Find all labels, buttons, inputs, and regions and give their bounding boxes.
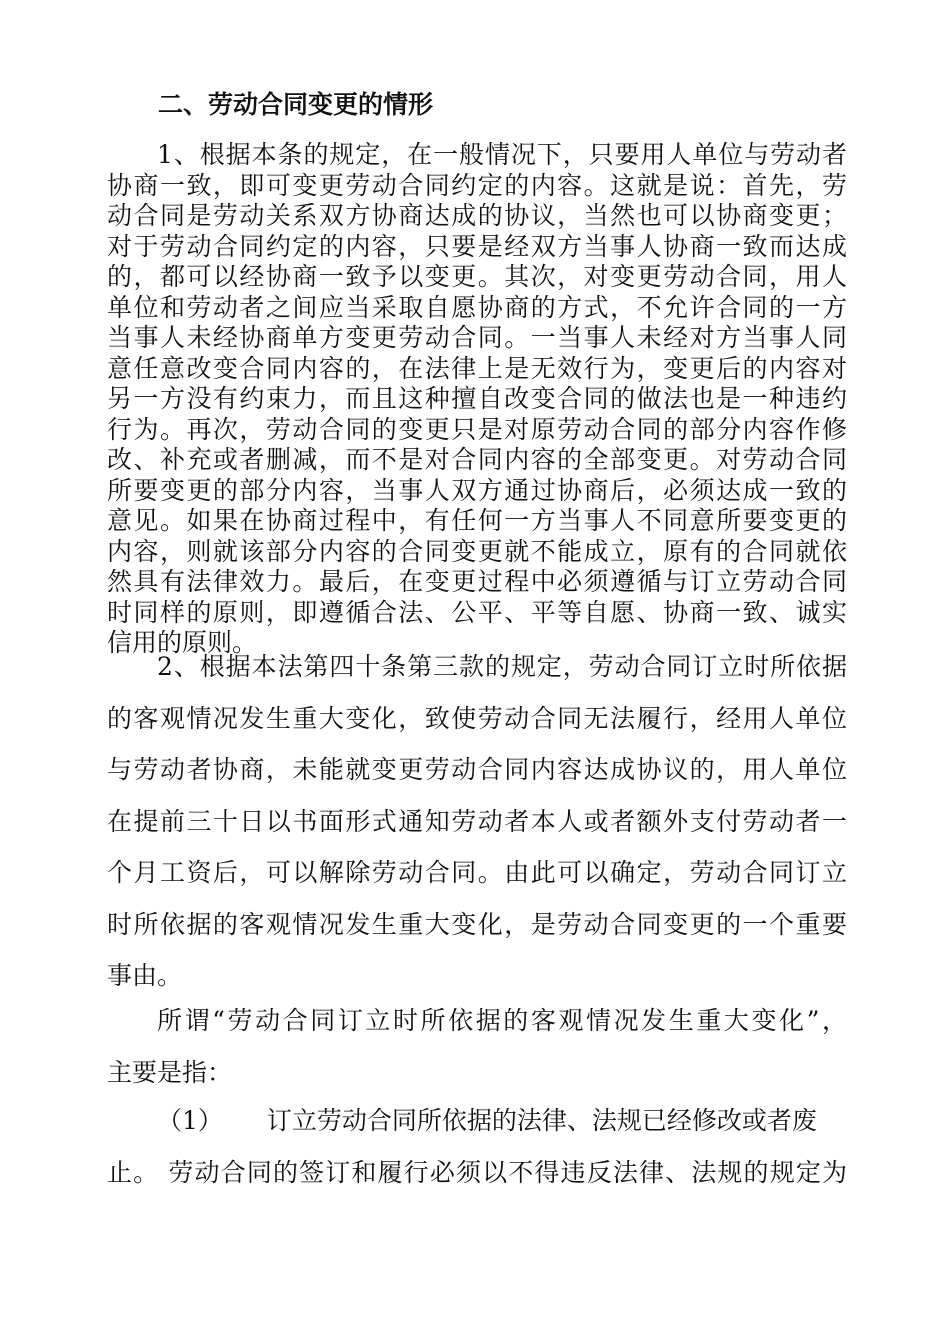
paragraph-2 xyxy=(107,641,847,1002)
paragraph-3 xyxy=(107,995,847,1098)
paragraph-1-line: 1、根据本条的规定，在一般情况下，只要用人单位与劳动者 xyxy=(157,140,847,169)
paragraph-2-line: 与劳动者协商，未能就变更劳动合同内容达成协议的，用人单位 xyxy=(107,755,847,784)
paragraph-1-line: 内容，则就该部分内容的合同变更就不能成立，原有的合同就依 xyxy=(107,536,847,566)
paragraph-1-line: 协商一致，即可变更劳动合同约定的内容。这就是说：首先，劳 xyxy=(107,170,847,200)
paragraph-1-line: 另一方没有约束力，而且这种擅自改变合同的做法也是一种违约 xyxy=(107,384,847,413)
paragraph-1-line: 时同样的原则，即遵循合法、公平、平等自愿、协商一致、诚实 xyxy=(107,597,847,627)
paragraph-2-line: 事由。 xyxy=(107,961,183,990)
paragraph-1 xyxy=(107,140,847,659)
paragraph-1-line: 当事人未经协商单方变更劳动合同。一当事人未经对方当事人同 xyxy=(107,323,847,352)
paragraph-1-line: 动合同是劳动关系双方协商达成的协议，当然也可以协商变更； xyxy=(107,201,847,230)
paragraph-2-line: 个月工资后，可以解除劳动合同。由此可以确定，劳动合同订立 xyxy=(107,858,847,887)
paragraph-1-line: 对于劳动合同约定的内容，只要是经双方当事人协商一致而达成 xyxy=(107,231,847,261)
section-heading: 二、劳动合同变更的情形 xyxy=(158,90,434,119)
paragraph-2-line: 在提前三十日以书面形式通知劳动者本人或者额外支付劳动者一 xyxy=(107,806,847,836)
paragraph-1-line: 然具有法律效力。最后，在变更过程中必须遵循与订立劳动合同 xyxy=(107,567,847,596)
paragraph-4-line xyxy=(107,1095,847,1147)
paragraph-1-line: 改、补充或者删减，而不是对合同内容的全部变更。对劳动合同 xyxy=(107,445,847,474)
paragraph-1-line: 所要变更的部分内容，当事人双方通过协商后，必须达成一致的 xyxy=(107,475,847,505)
paragraph-1-line: 信用的原则。 xyxy=(107,628,258,657)
paragraph-3-line: 所谓“劳动合同订立时所依据的客观情况发生重大变化”， xyxy=(157,1006,847,1035)
paragraph-1-line: 行为。再次，劳动合同的变更只是对原劳动合同的部分内容作修 xyxy=(107,414,847,444)
paragraph-1-line: 意见。如果在协商过程中，有任何一方当事人不同意所要变更的 xyxy=(107,506,847,535)
list-item-text: 订立劳动合同所依据的法律、法规已经修改或者废 xyxy=(266,1106,817,1135)
paragraph-2-line: 时所依据的客观情况发生重大变化，是劳动合同变更的一个重要 xyxy=(107,909,847,939)
paragraph-2-line: 的客观情况发生重大变化，致使劳动合同无法履行，经用人单位 xyxy=(107,703,847,733)
paragraph-4 xyxy=(107,1095,847,1198)
paragraph-1-line: 单位和劳动者之间应当采取自愿协商的方式，不允许合同的一方 xyxy=(107,292,847,322)
paragraph-3-line: 主要是指： xyxy=(107,1057,233,1087)
list-marker: （1） xyxy=(157,1106,223,1135)
paragraph-2-line: 2、根据本法第四十条第三款的规定，劳动合同订立时所依据 xyxy=(157,652,847,681)
paragraph-1-line: 意任意改变合同内容的，在法律上是无效行为，变更后的内容对 xyxy=(107,353,847,383)
paragraph-1-line: 的，都可以经协商一致予以变更。其次，对变更劳动合同，用人 xyxy=(107,262,847,291)
paragraph-4-line: 止。 劳动合同的签订和履行必须以不得违反法律、法规的规定为 xyxy=(107,1157,847,1187)
